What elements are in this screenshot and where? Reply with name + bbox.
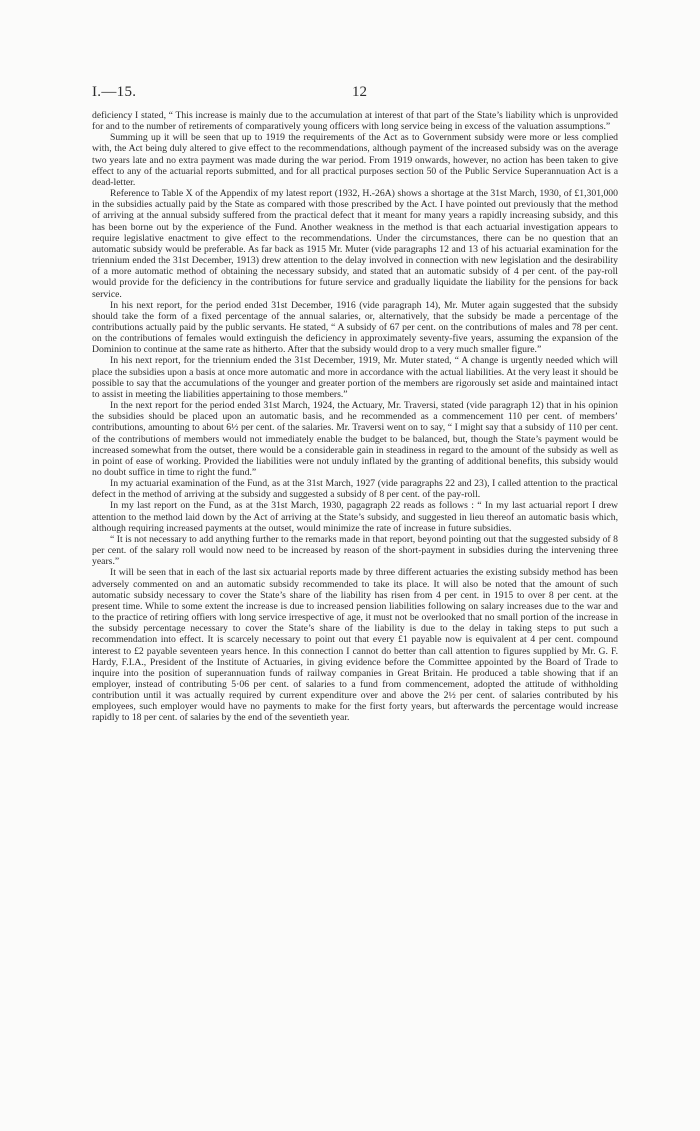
page-header xyxy=(92,84,618,104)
paragraph: In my last report on the Fund, as at the 31st March, 1930, pagagraph 22 reads as follows : “ In my last actuarial report I drew attention to the method laid down by the Act of arriving at the State’s subsidy, and suggested in lieu thereof an automatic basis which, although requiring increased payments at the outset, would minimize the rate of increase in future subsidies. xyxy=(92,500,618,534)
paragraph: In his next report, for the period ended 31st December, 1916 (vide paragraph 14), Mr. Muter again suggested that the subsidy should take the form of a fixed percentage of the annual salaries, or, alternatively, that the subsidy be made a percentage of the contributions actually paid by the public servants. He stated, “ A subsidy of 67 per cent. on the contributions of males and 78 per cent. on the contributions of females would extinguish the deficiency in approximately seventy-five years, assuming the expansion of the Dominion to continue at the same rate as hitherto. After that the subsidy would drop to a very much smaller figure.” xyxy=(92,299,618,356)
paragraph: In my actuarial examination of the Fund, as at the 31st March, 1927 (vide paragraphs 22 and 23), I called attention to the practical defect in the method of arriving at the subsidy and suggested a subsidy of 8 per cent. of the pay-roll. xyxy=(92,478,618,501)
paragraph: Summing up it will be seen that up to 1919 the requirements of the Act as to Government subsidy were more or less complied with, the Act being duly altered to give effect to the recommendations, although payment of the increased subsidy was on the average two years late and no extra payment was made during the war period. From 1919 onwards, however, no action has been taken to give effect to any of the actuarial reports submitted, and for all practical purposes section 50 of the Public Service Superannuation Act is a dead-letter. xyxy=(92,132,618,188)
paragraph: In the next report for the period ended 31st March, 1924, the Actuary, Mr. Traversi, stated (vide paragraph 12) that in his opinion the subsidies should be placed upon an automatic basis, and he recommended as a commencement 110 per cent. of members’ contributions, amounting to about 6½ per cent. of the salaries. Mr. Traversi went on to say, “ I might say that a subsidy of 110 per cent. of the contributions of members would not immediately enable the budget to be balanced, but, though the State’s payment would be increased somewhat from the outset, there would be a considerable gain in steadiness in regard to the amount of the subsidy as well as in point of ease of working. Provided the liabilities were not unduly inflated by the granting of additional benefits, this subsidy would no doubt suffice in time to right the fund.” xyxy=(92,400,618,478)
paragraph: “ It is not necessary to add anything further to the remarks made in that report, beyond pointing out that the suggested subsidy of 8 per cent. of the salary roll would now need to be increased by reason of the short-payment in subsidies during the intervening three years.” xyxy=(92,533,618,568)
paragraph: In his next report, for the triennium ended the 31st December, 1919, Mr. Muter stated, “ A change is urgently needed which will place the subsidies upon a basis at once more automatic and more in accordance with the actual liabilities. At the very least it should be possible to say that the accumulations of the younger and greater portion of the members are rigorously set aside and maintained intact to assist in meeting the liabilities appertaining to those members.” xyxy=(92,355,618,400)
document-reference: I.—15. xyxy=(92,84,137,100)
paragraph-continuation: deficiency I stated, “ This increase is mainly due to the accumulation at interest of that part of the State’s liability which is unprovided for and to the number of retirements of comparatively young officers with long service being in excess of the valuation assumptions.” xyxy=(92,110,618,133)
paragraph: It will be seen that in each of the last six actuarial reports made by three different actuaries the existing subsidy method has been adversely commented on and an automatic subsidy recommended to take its place. It will also be noted that the amount of such automatic subsidy necessary to cover the State’s share of the liability has risen from 4 per cent. in 1915 to over 8 per cent. at the present time. While to some extent the increase is due to increased pension liabilities following on salary increases due to the war and to the practice of retiring offiers with long service irrespective of age, it must not be overlooked that no small portion of the increase in the subsidy percentage necessary to cover the State’s share of the liability is due to the delay in taking steps to put such a recommendation into effect. It is scarcely necessary to point out that every £1 payable now is equivalent at 4 per cent. compound interest to £2 payable seventeen years hence. In this connection I cannot do better than call attention to figures supplied by Mr. G. F. Hardy, F.I.A., President of the Institute of Actuaries, in giving evidence before the Committee appointed by the Board of Trade to inquire into the position of superannuation funds of railway companies in Great Britain. He produced a table showing that if an employer, instead of contributing 5·06 per cent. of salaries to a fund from commencement, adopted the attitude of withholding contribution until it was actually required by current expenditure over and above the 2½ per cent. of salaries contributed by his employees, such employer would have no payments to make for the first forty years, but afterwards the percentage would increase rapidly to 18 per cent. of salaries by the end of the seventieth year. xyxy=(92,567,618,724)
paragraph: Reference to Table X of the Appendix of my latest report (1932, H.-26A) shows a shortage at the 31st March, 1930, of £1,301,000 in the subsidies actually paid by the State as compared with those prescribed by the Act. I have pointed out previously that the method of arriving at the annual subsidy suffered from the practical defect that it meant for many years a rapidly increasing subsidy, and this has been borne out by the experience of the Fund. Another weakness in the method is that each actuarial investigation appears to require legislative enactment to give effect to the recommendations. Under the circumstances, there can be no question that an automatic subsidy would be preferable. As far back as 1915 Mr. Muter (vide paragraphs 12 and 13 of his actuarial examination for the triennium ended the 31st December, 1913) drew attention to the delay involved in connection with new legislation and the desirability of a more automatic method of obtaining the necessary subsidy, and stated that an automatic subsidy of 4 per cent. of the pay-roll would provide for the deficiency in the contributions for future service and gradually liquidate the liability for the pensions for back service. xyxy=(92,188,618,300)
body-text xyxy=(92,110,618,724)
page-number: 12 xyxy=(352,84,367,100)
